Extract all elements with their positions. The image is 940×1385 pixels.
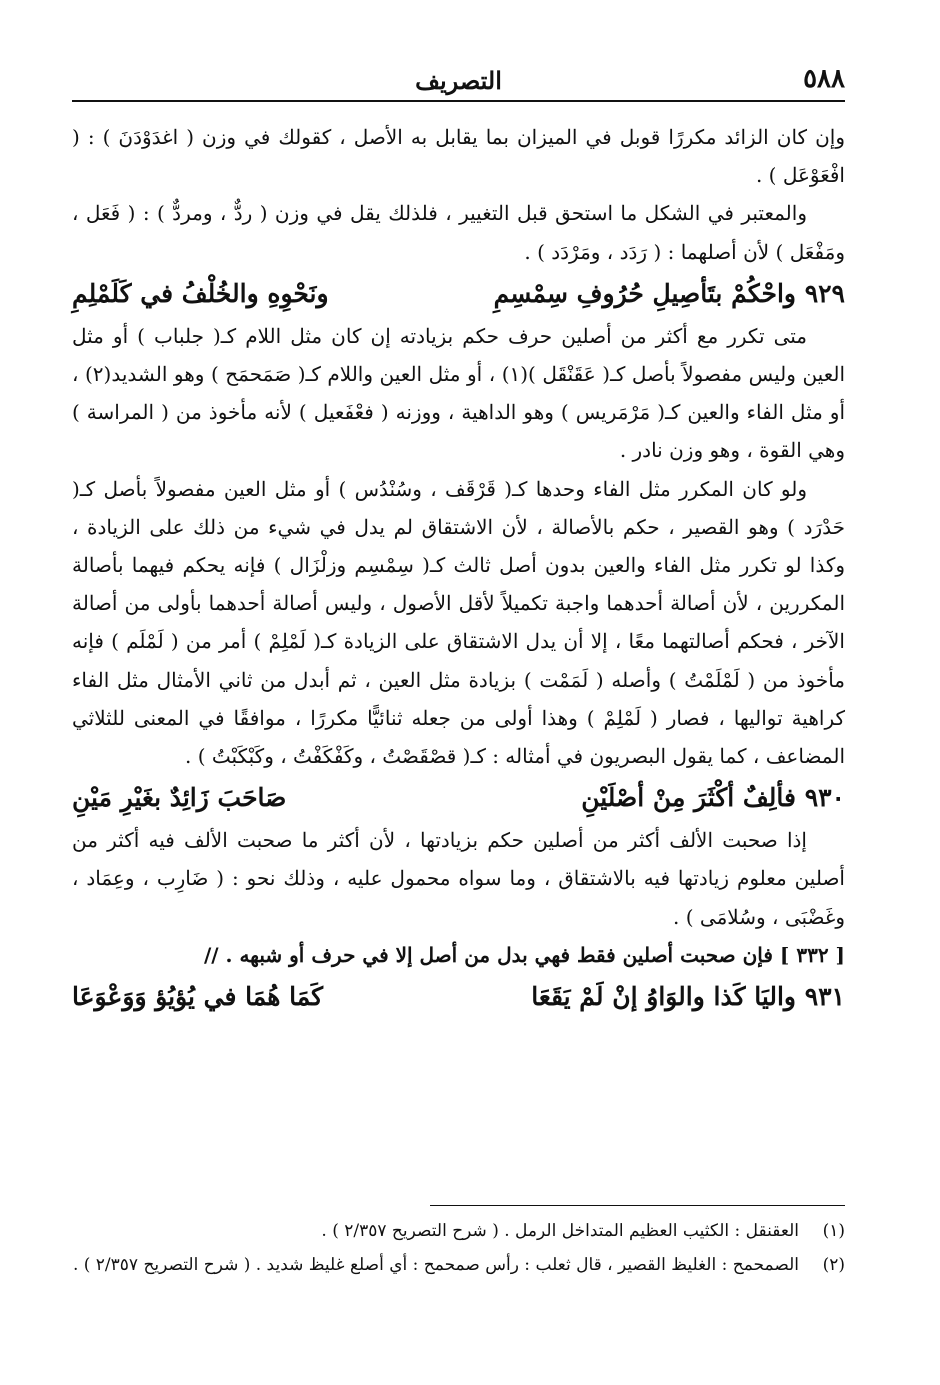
footnote — [72, 1214, 845, 1248]
paragraph: والمعتبر في الشكل ما استحق قبل التغيير ، فلذلك يقل في وزن ( ردٌّ ، ومردٌّ ) : ( فَعَل ، ومَفْعَل ) لأن أصلهما : ( رَدَد ، ومَرْدَد ) . — [72, 201, 845, 264]
verse-first-half: ٩٢٩ واحْكُمْ بتَأصِيلِ حُرُوفِ سِمْسِمِ — [493, 278, 845, 308]
footnote — [72, 1248, 845, 1282]
paragraph: متى تكرر مع أكثر من أصلين حرف حكم بزيادته إن كان مثل اللام كـ( جلباب ) أو مثل العين وليس مفصولاً بأصل كـ( عَقَنْقَل )(١) ، أو مثل العين واللام كـ( صَمَحمَح ) وهو الشديد(٢) ، أو مثل الفاء والعين كـ( مَرْمَريس ) وهو الداهية ، ووزنه ( فعْفَعيل ) لأنه مأخوذ من ( المراسة ) وهي القوة ، وهو وزن نادر . — [72, 323, 845, 463]
verse-second-half: ونَحْوِهِ والخُلْفُ في كَلَمْلِمِ — [72, 278, 329, 308]
footnote-number: (٢) — [822, 1255, 845, 1275]
note-332: [ ٣٣٢ ] فإن صحبت أصلين فقط فهي بدل من أصل إلا في حرف أو شبهه . // — [203, 942, 845, 967]
page-body — [72, 118, 845, 1020]
header-divider — [72, 100, 845, 102]
paragraph: إذا صحبت الألف أكثر من أصلين حكم بزيادتها ، لأن أكثر ما صحبت الألف فيه أكثر من أصلين معلوم زيادتها فيه بالاشتقاق ، وما سواه محمول عليه ، وذلك نحو : ( ضَارِب ، وعِمَاد ، وغَضْبَى ، وسُلامَى ) . — [72, 828, 845, 929]
verse-931 — [72, 976, 845, 1018]
verse-930 — [72, 777, 845, 819]
verse-929 — [72, 273, 845, 315]
footnote-text: العقنقل : الكثيب العظيم المتداخل الرمل . ( شرح التصريح ٢/٣٥٧ ) . — [321, 1221, 799, 1241]
footnote-text: الصمحمح : الغليظ القصير ، قال ثعلب : رأس صمحمح : أي أصلع غليظ شديد . ( شرح التصريح ٢/٣٥٧ ) . — [72, 1255, 799, 1275]
page-header — [72, 64, 845, 100]
verse-first-half: ٩٣٠ فألِفٌ أكْثَرَ مِنْ أصْلَيْنِ — [581, 783, 845, 813]
footnote-number: (١) — [822, 1221, 845, 1241]
chapter-title: التصريف — [415, 66, 502, 95]
footnotes — [72, 1214, 845, 1282]
paragraph: وإن كان الزائد مكررًا قوبل في الميزان بما يقابل به الأصل ، كقولك في وزن ( اغدَوْدَنَ ) : ( افْعَوْعَل ) . — [72, 125, 845, 188]
verse-second-half: كَمَا هُمَا في يُؤيُؤ وَوَعْوَعَا — [72, 981, 324, 1011]
footnote-divider — [430, 1205, 845, 1206]
page-number: ٥٨٨ — [803, 64, 845, 94]
verse-second-half: صَاحَبَ زَائِدٌ بغَيْرِ مَيْنِ — [72, 783, 287, 813]
verse-first-half: ٩٣١ واليَا كَذا والوَاوُ إنْ لَمْ يَقَعَا — [531, 981, 845, 1011]
paragraph: ولو كان المكرر مثل الفاء وحدها كـ( قَرْقَف ، وسُنْدُس ) أو مثل العين مفصولاً بأصل كـ( حَدْرَد ) وهو القصير ، حكم بالأصالة ، لأن الاشتقاق لم يدل في شيء من ذلك على الزيادة ، وكذا لو تكرر مثل الفاء والعين بدون أصل ثالث كـ( سِمْسِم وزلْزَال ) فإنه يحكم فيهما بأصالة المكررين ، لأن أصالة أحدهما واجبة تكميلاً لأقل الأصول ، وليس أصالة أحدهما بأولى من أصالة الآخر ، فحكم أصالتهما معًا ، إلا أن يدل الاشتقاق على الزيادة كـ( لَمْلِمْ ) أمر من ( لَمْلَم ) فإنه مأخوذ من ( لَمْلَمْتُ ) وأصله ( لَمَمْت ) بزيادة مثل العين ، ثم أبدل من ثاني الأمثال مثل الفاء كراهية تواليها ، فصار ( لَمْلِمْ ) وهذا أولى من جعله ثنائيًّا مكررًا ، موافقًا في المعنى للثلاثي المضاعف ، كما يقول البصريون في أمثاله : كـ( قصْقَصْتُ ، وكَفْكَفْتُ ، وكَبْكَبْتُ ) . — [72, 476, 846, 769]
